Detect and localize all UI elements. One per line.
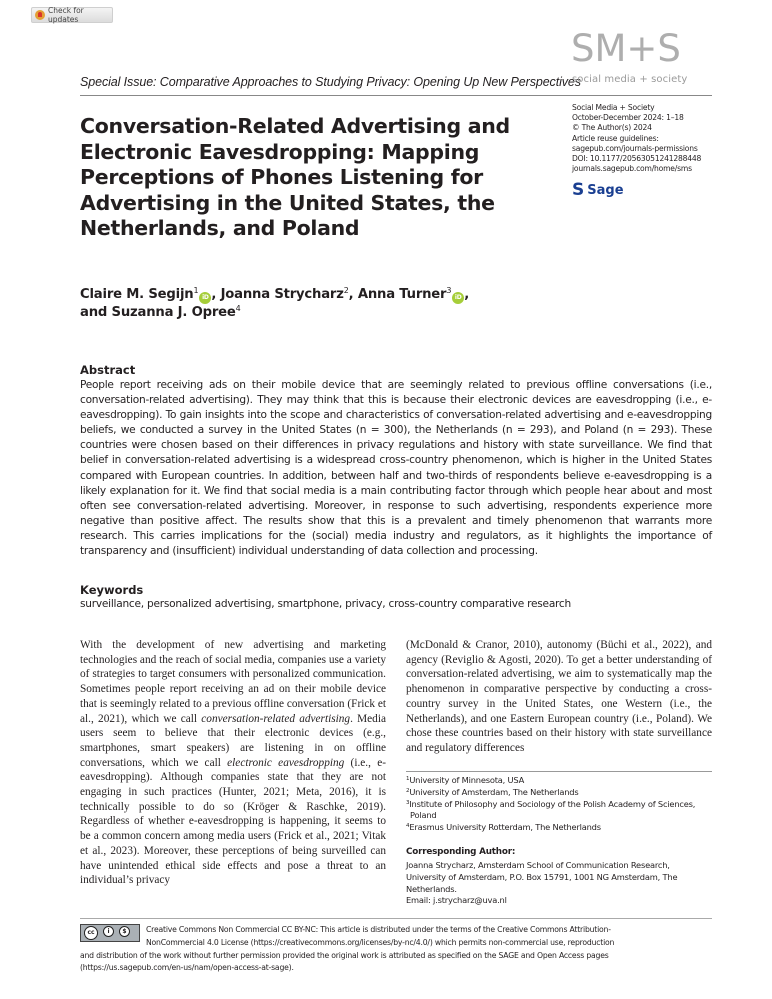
author-list: Claire M. Segijn$^1$iD , Joanna Strycharz$^2$, Anna Turner$^3$iD , and Suzanna J. Opree$^4$	[80, 286, 470, 320]
issue-info: October-December 2024: 1–18	[572, 113, 684, 123]
journal-logo-subtitle: social media + society	[572, 74, 688, 85]
noncommercial-icon: $	[119, 926, 130, 937]
author-name: Claire M. Segijn	[80, 287, 194, 302]
bookmark-update-icon	[35, 10, 45, 20]
orcid-icon[interactable]: iD	[452, 292, 464, 304]
affiliation-item: $^2$University of Amsterdam, The Netherlands	[406, 786, 579, 797]
author-name: Suzanna J. Opree	[111, 305, 236, 320]
author-name: Joanna Strycharz	[220, 287, 344, 302]
publisher-logo	[572, 182, 624, 199]
special-issue-banner: Special Issue: Comparative Approaches to Studying Privacy: Opening Up New Perspectives	[80, 75, 581, 89]
footnote-divider	[406, 771, 712, 772]
corresponding-author-heading: Corresponding Author:	[406, 847, 516, 857]
keywords-heading: Keywords	[80, 583, 144, 597]
body-column-left: With the development of new advertising and marketing technologies and the reach of social media, companies use a variety of strategies to target consumers with personalized communication. Sometimes people report receiving an ad on their mobile device that is seemingly related to a previous offline conversation (Frick et al., 2021), which we call conversation-related advertising. Media users seem to believe that their electronic devices (e.g., smartphones, smart speakers) are listening in on offline conversations, which we call electronic eavesdropping (i.e., e-eavesdropping). Although companies state that they are not engaging in such practices (Hunter, 2021; Meta, 2016), it is technically possible to do so (Kröger & Raschke, 2019). Regardless of whether e-eavesdropping is happening, it seems to be a common concern among media users (Frick et al., 2021; Vitak et al., 2023). Moreover, these perceptions of being surveilled can have unintended ethical side effects and pose a threat to an individual’s privacy	[80, 639, 387, 887]
reuse-label: Article reuse guidelines:	[572, 133, 659, 143]
check-for-updates-button[interactable]	[31, 7, 113, 23]
orcid-icon[interactable]: iD	[199, 292, 211, 304]
publisher-name: Sage	[587, 183, 624, 198]
article-metadata	[572, 103, 701, 174]
copyright: © The Author(s) 2024	[572, 123, 652, 133]
abstract-text: People report receiving ads on their mobile device that are seemingly related to previous offline conversations (i.e., conversation-related advertising). They may think that this is because their electronic devices are eavesdropping (i.e., e-eavesdropping). To gain insights into the scope and characteristics of conversation-related advertising and e-eavesdropping beliefs, we conducted a survey in the United States (n = 300), the Netherlands (n = 293), and Poland (n = 293). These countries were chosen based on their differences in privacy regulations and history with state surveillance. We find that belief in conversation-related advertising is a widespread cross-country phenomenon, which is higher in the United States compared with European countries. In addition, between half and two-thirds of respondents believe e-eavesdropping is a likely explanation for it. We find that social media is a main contributing factor through which people hear about and most often see conversation-related advertising. Moreover, in response to such advertising, respondents experience more negative than positive affect. The results show that this is a prevalent and timely phenomenon that warrants more research. This carries implications for the (social) media industry and regulators, as it highlights the importance of transparency and (insufficient) individual understanding of data collection and processing.	[80, 379, 712, 558]
corresponding-email[interactable]: Email: j.strycharz@uva.nl	[406, 895, 507, 906]
body-column-right: (McDonald & Cranor, 2010), autonomy (Büchi et al., 2022), and agency (Reviglio & Agosti, 2020). To get a better understanding of conversation-related advertising, we aim to systematically map the phenomenon in comparative perspective by conducting a cross-country survey in the United States, one Western (i.e., the Netherlands), and one Eastern European country (i.e., Poland). We chose these countries based on their history with state surveillance and regulatory differences	[406, 639, 712, 754]
doi[interactable]: DOI: 10.1177/20563051241288448	[572, 154, 702, 164]
cc-icon: cc	[84, 926, 98, 940]
corresponding-author: Joanna Strycharz, Amsterdam School of Communication Research, University of Amsterdam, P.O. Box 15791, 1001 NG Amsterdam, The Netherlands. Email: j.strycharz@uva.nl	[406, 860, 712, 907]
affiliation-item: $^4$Erasmus University Rotterdam, The Netherlands	[406, 822, 601, 833]
license-text: Creative Commons Non Commercial CC BY-NC: This article is distributed under the terms of the Creative Commons Attribution- NonCommercial 4.0 License (https://creativecommons.org/licenses/by-nc/4.0/) which permits non-commercial use, reproduction and distribution of the work without further permission provided the original work is attributed as specified on the SAGE and Open Access pages (https://us.sagepub.com/en-us/nam/open-access-at-sage).	[80, 925, 615, 973]
affiliation-item: $^1$University of Minnesota, USA	[406, 775, 525, 785]
article-title: Conversation-Related Advertising and Electronic Eavesdropping: Mapping Perceptions of Phones Listening for Advertising in the United States, the Netherlands, and Poland	[80, 114, 510, 240]
journal-link[interactable]: journals.sagepub.com/home/sms	[572, 164, 692, 174]
header-divider	[80, 95, 712, 96]
sage-s-icon: S	[572, 180, 585, 200]
journal-logo: SM+S	[571, 27, 681, 70]
reuse-link[interactable]: sagepub.com/journals-permissions	[572, 143, 698, 153]
author-name: Anna Turner	[357, 287, 447, 302]
check-for-updates-label: Check for updates	[48, 6, 84, 24]
affiliations	[406, 775, 712, 834]
attribution-icon: i	[103, 926, 114, 937]
keywords-text: surveillance, personalized advertising, smartphone, privacy, cross-country comparative research	[80, 598, 571, 610]
affiliation-item: $^3$Institute of Philosophy and Sociology of the Polish Academy of Sciences, Poland	[406, 798, 696, 821]
journal-name: Social Media + Society	[572, 103, 655, 112]
license-divider	[80, 918, 712, 919]
abstract-heading: Abstract	[80, 363, 136, 377]
